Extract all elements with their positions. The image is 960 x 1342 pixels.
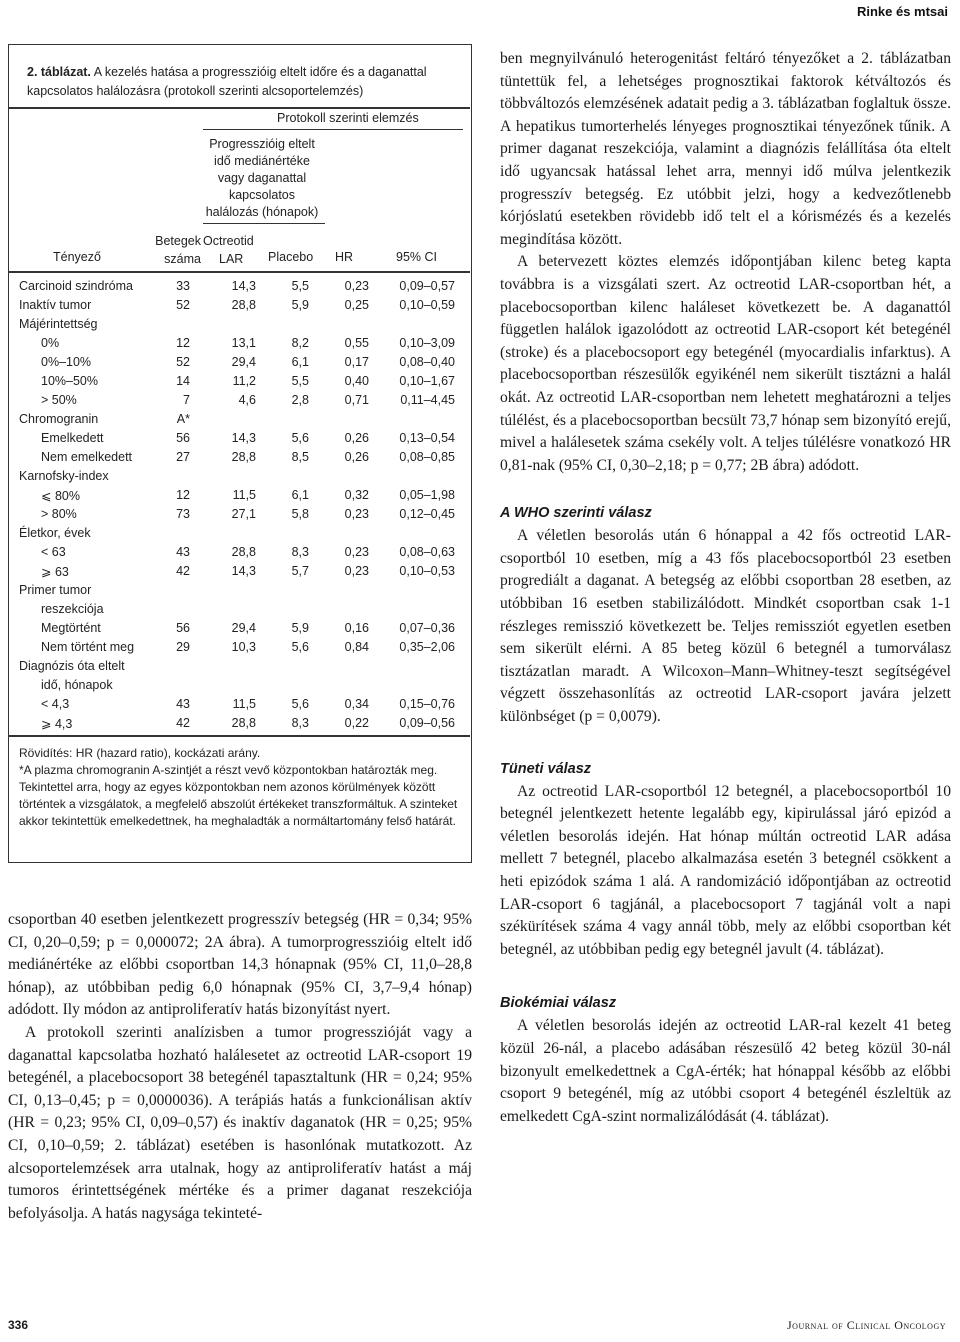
cell-placebo: 5,5: [291, 279, 309, 293]
table-footnotes: [19, 745, 459, 830]
cell-ci: 0,07–0,36: [399, 621, 455, 635]
table-row: [9, 355, 469, 374]
section-heading-symptom: Tüneti válasz: [500, 760, 592, 777]
cell-octreotid-lar: 28,8: [231, 545, 256, 559]
table-row: [9, 697, 469, 716]
col-lar-header-line: Octreotid: [203, 234, 254, 248]
row-label: < 63: [41, 545, 66, 559]
table-row: [9, 564, 469, 583]
table-bottom-rule: [9, 735, 470, 737]
cell-octreotid-lar: 28,8: [231, 450, 256, 464]
col-lar-header-line: LAR: [219, 252, 244, 266]
col-placebo-header: Placebo: [268, 250, 314, 264]
cell-octreotid-lar: 27,1: [231, 507, 256, 521]
table-row: [9, 431, 469, 450]
cell-patients: 29: [176, 640, 190, 654]
header-group: Protokoll szerinti elemzés: [277, 111, 419, 125]
cell-ci: 0,05–1,98: [399, 488, 455, 502]
cell-octreotid-lar: 29,4: [231, 621, 256, 635]
cell-octreotid-lar: 14,3: [231, 431, 256, 445]
table-row: [9, 336, 469, 355]
cell-placebo: 8,3: [291, 716, 309, 730]
cell-placebo: 5,7: [291, 564, 309, 578]
section-text-who: A véletlen besorolás után 6 hónappal a 42 fős octreotid LAR-csoportból 10 esetben, míg a 43 fős placebocsoportból 23 esetben progrediált a daganat. A betegség az előbbi csoportban 28 esetben, az utóbbiban 16 esetben stabilizálódott. Mindkét csoportban csak 1-1 részleges remisszió következett be. Teljes remissziót egyetlen esetben sem sikerült elérni. A 85 beteg közül 6 betegnél a tumorválasz tisztázatlan maradt. A Wilcoxon–Mann–Whitney-teszt segítségével végzett összehasonlítás az octreotid LAR-csoport javára jelzett különbséget (p = 0,0079).: [500, 527, 951, 726]
col-n-header: [151, 232, 201, 268]
table-row: [9, 659, 469, 678]
cell-hr: 0,23: [344, 545, 369, 559]
cell-octreotid-lar: 13,1: [231, 336, 256, 350]
header-sub-line: vagy daganattal: [217, 171, 307, 185]
cell-hr: 0,26: [344, 450, 369, 464]
row-label: 10%–50%: [41, 374, 98, 388]
cell-patients: 12: [176, 336, 190, 350]
col-hr-header: HR: [335, 250, 354, 264]
table-row: [9, 621, 469, 640]
cell-hr: 0,17: [344, 355, 369, 369]
cell-placebo: 5,6: [291, 431, 309, 445]
cell-placebo: 5,9: [291, 298, 309, 312]
cell-ci: 0,35–2,06: [399, 640, 455, 654]
row-label: < 4,3: [41, 697, 70, 711]
table-row: [9, 640, 469, 659]
row-label: Chromogranin: [19, 412, 99, 426]
row-label: ⩽ 80%: [41, 489, 80, 503]
row-label: 0%: [41, 336, 60, 350]
row-label: Megtörtént: [41, 621, 101, 635]
footnote-abbrev: Rövidítés: HR (hazard ratio), kockázati arány.: [19, 746, 261, 760]
table-row: [9, 298, 469, 317]
cell-placebo: 5,9: [291, 621, 309, 635]
cell-hr: 0,23: [344, 279, 369, 293]
table-label: 2. táblázat.: [27, 65, 91, 79]
cell-octreotid-lar: 11,5: [232, 488, 256, 502]
cell-hr: 0,32: [344, 488, 369, 502]
cell-ci: 0,10–0,59: [399, 298, 455, 312]
cell-patients: 56: [176, 621, 190, 635]
cell-patients: 12: [176, 488, 190, 502]
cell-ci: 0,08–0,40: [399, 355, 455, 369]
cell-patients: 52: [176, 355, 190, 369]
col-ci-header: 95% CI: [396, 250, 437, 264]
cell-ci: 0,08–0,85: [399, 450, 455, 464]
cell-patients: A*: [176, 412, 190, 426]
cell-hr: 0,26: [344, 431, 369, 445]
table-row: [9, 393, 469, 412]
caption-divider: [9, 107, 470, 109]
row-label: > 80%: [41, 507, 77, 521]
cell-octreotid-lar: 4,6: [238, 393, 256, 407]
table-row: [9, 583, 469, 602]
cell-patients: 42: [176, 716, 190, 730]
cell-placebo: 6,1: [291, 488, 309, 502]
cell-placebo: 2,8: [291, 393, 309, 407]
header-sub-line: kapcsolatos: [228, 188, 295, 202]
header-sub: [192, 136, 332, 221]
journal-name: Journal of Clinical Oncology: [787, 1318, 946, 1332]
row-label: Életkor, évek: [19, 526, 91, 540]
cell-ci: 0,15–0,76: [399, 697, 455, 711]
cell-octreotid-lar: 14,3: [231, 279, 256, 293]
left-paragraph: csoportban 40 esetben jelentkezett progresszív betegség (HR = 0,34; 95% CI, 0,20–0,59; p = 0,000072; 2A ábra). A tumorprogresszióig eltelt idő mediánértéke az előbbi csoportban 14,3 hónapnak (95% CI, 11,0–28,8 hónap), az utóbbiban pedig 6,0 hónapnak (95% CI, 3,7–9,4 hónap) adódott. Ily módon az antiproliferatív hatás bizonyítást nyert.: [8, 911, 472, 1019]
table-row: [9, 678, 469, 697]
cell-placebo: 8,5: [291, 450, 309, 464]
table-row: [9, 602, 469, 621]
cell-hr: 0,40: [344, 374, 369, 388]
row-label: Inaktív tumor: [19, 298, 92, 312]
table-row: [9, 450, 469, 469]
left-column: [8, 909, 472, 1225]
header-sub-line: idő mediánértéke: [214, 154, 310, 168]
cell-hr: 0,34: [344, 697, 369, 711]
right-column: [500, 48, 951, 1128]
footnote-chromogranin: *A plazma chromogranin A-szintjét a részt vevő központokban határozták meg. Tekintettel arra, hogy az egyes központokban nem azonos körülmények között történtek a vizsgálatok, a megfelelő abszolút értékeket transzformáltuk. A szinteket akkor tekintettük emelkedettnek, ha meghaladták a normáltartomány felső határát.: [19, 763, 458, 828]
row-label: 0%–10%: [41, 355, 92, 369]
cell-placebo: 5,8: [291, 507, 309, 521]
cell-placebo: 5,6: [291, 697, 309, 711]
cell-patients: 73: [176, 507, 190, 521]
header-bottom-rule: [9, 271, 470, 273]
cell-patients: 14: [176, 374, 190, 388]
col-n-header-line: Betegek: [155, 234, 201, 248]
right-paragraph: ben megnyilvánuló heterogenitást feltáró tényezőket a 2. táblázatban tüntettük fel, a lehetséges prognosztikai faktorok kétváltozós és többváltozós elemzésének adatait pedig a 3. táblázatban foglaltuk össze. A hepatikus tumorterhelés lényeges prognosztikai tényezőnek tűnik. A primer daganat reszekciója, valamint a diagnózis felállítása óta eltelt idő ugyancsak hatással lehet arra, mennyi idő múlva jelentkezik progresszív betegség. Ez utóbbit jelzi, hogy a kedvezőtlenebb kórjóslatú esetekben rövidebb idő telt el a kórismézés és a kezelés megindítása között.: [500, 50, 951, 248]
cell-hr: 0,84: [344, 640, 369, 654]
section-heading-biochem: Biokémiai válasz: [500, 995, 617, 1012]
table-row: [9, 507, 469, 526]
row-label: Karnofsky-index: [19, 469, 109, 483]
section-text-symptom: Az octreotid LAR-csoportból 12 betegnél, a placebocsoportból 10 betegnél jelentkezett hetente legalább egy, kipirulással járó epizód a véletlen besorolás idején. Hat hónap múltán octreotid LAR adása mellett 7 betegnél, placebo alkalmazása esetén 3 betegnél csökkent a heti epizódok száma 1 alá. A randomizáció időpontjában az octreotid LAR-csoport 6 tagjánál, a placebocsoport 7 tagjánál volt a napi székürítések száma 4 vagy annál több, mely az előbbi csoportban két betegnél, az utóbbiban pedig egy betegnél javult (4. táblázat).: [500, 782, 951, 958]
running-head: Rinke és mtsai: [856, 4, 948, 19]
header-sub-line: halálozás (hónapok): [205, 205, 319, 219]
cell-ci: 0,08–0,63: [399, 545, 455, 559]
row-label: Primer tumor: [19, 583, 92, 597]
section-heading-who: A WHO szerinti válasz: [500, 505, 652, 522]
row-label: Diagnózis óta eltelt: [19, 659, 125, 673]
cell-hr: 0,23: [344, 564, 369, 578]
cell-ci: 0,10–1,67: [399, 374, 455, 388]
cell-octreotid-lar: 14,3: [231, 564, 256, 578]
cell-ci: 0,10–3,09: [399, 336, 455, 350]
cell-octreotid-lar: 28,8: [231, 298, 256, 312]
cell-hr: 0,22: [344, 716, 369, 730]
table-caption: [27, 63, 447, 101]
cell-patients: 27: [176, 450, 190, 464]
cell-hr: 0,16: [344, 621, 369, 635]
cell-patients: 56: [176, 431, 190, 445]
cell-octreotid-lar: 11,2: [232, 374, 256, 388]
left-paragraph: A protokoll szerinti analízisben a tumor progresszióját vagy a daganattal kapcsolatba hozható halálesetet az octreotid LAR-csoport 19 betegénél, a placebocsoport 38 betegénél tapasztaltunk (HR = 0,24; 95% CI, 0,13–0,45; p = 0,0000036). A terápiás hatás a funkcionálisan aktív (HR = 0,23; 95% CI, 0,09–0,57) és inaktív daganatok (HR = 0,25; 95% CI, 0,10–0,59; 2. táblázat) esetében is hasonlónak mutatkozott. Az alcsoportelemzések arra utalnak, hogy az antiproliferatív hatást a máj tumoros érintettségének mértéke és a primer daganat reszekciója befolyásolja. A hatás nagysága tekinteté-: [8, 1023, 472, 1222]
cell-placebo: 5,6: [291, 640, 309, 654]
row-label: idő, hónapok: [41, 678, 113, 692]
cell-ci: 0,10–0,53: [399, 564, 455, 578]
cell-octreotid-lar: 10,3: [231, 640, 256, 654]
cell-ci: 0,13–0,54: [399, 431, 455, 445]
row-label: Májérintettség: [19, 317, 98, 331]
row-label: ⩾ 4,3: [41, 717, 73, 731]
cell-hr: 0,55: [344, 336, 369, 350]
cell-placebo: 5,5: [291, 374, 309, 388]
table-row: [9, 469, 469, 488]
cell-ci: 0,09–0,56: [399, 716, 455, 730]
cell-patients: 42: [176, 564, 190, 578]
cell-placebo: 8,3: [291, 545, 309, 559]
table-row: [9, 488, 469, 507]
cell-octreotid-lar: 28,8: [231, 716, 256, 730]
row-label: ⩾ 63: [41, 565, 69, 579]
row-label: Nem emelkedett: [41, 450, 133, 464]
cell-hr: 0,25: [344, 298, 369, 312]
cell-placebo: 8,2: [291, 336, 309, 350]
table-row: [9, 716, 469, 735]
row-label: Carcinoid szindróma: [19, 279, 133, 293]
table-row: [9, 279, 469, 298]
cell-patients: 43: [176, 545, 190, 559]
right-paragraph: A betervezett köztes elemzés időpontjában kilenc beteg kapta továbbra is a vizsgálati szert. Az octreotid LAR-csoportban hét, a placebocsoportban kilenc haláleset következett be. A daganattól független halálok igazolódott az octreotid LAR-csoport két betegénél (stroke) és a placebocsoport egy betegénél (myocardialis infarktus). A placebocsoportban részesülők egyikénél nem sikerült tisztázni a halál okát. Az octreotid LAR-csoportban nem lehetett meghatározni a teljes túlélést, és a placebocsoportban becsült 73,7 hónap sem bizonyító erejű, mivel a halálesetek száma csekély volt. A teljes túlélésre vonatkozó HR 0,81-nak (95% CI, 0,30–2,18; p = 0,77; 2B ábra) adódott.: [500, 253, 951, 474]
row-label: Emelkedett: [41, 431, 104, 445]
col-lar-header: [203, 232, 254, 268]
table-row: [9, 412, 469, 431]
page-number: 336: [8, 1318, 29, 1332]
cell-patients: 43: [176, 697, 190, 711]
cell-placebo: 6,1: [291, 355, 309, 369]
cell-octreotid-lar: 11,5: [232, 697, 256, 711]
cell-hr: 0,71: [344, 393, 369, 407]
table-row: [9, 374, 469, 393]
table-caption-text: A kezelés hatása a progresszióig eltelt időre és a daganattal kapcsolatos halálozásra (protokoll szerinti alcsoportelemzés): [27, 65, 427, 98]
cell-ci: 0,09–0,57: [399, 279, 455, 293]
cell-patients: 7: [183, 393, 190, 407]
row-label: > 50%: [41, 393, 77, 407]
cell-ci: 0,12–0,45: [399, 507, 455, 521]
cell-ci: 0,11–4,45: [400, 393, 455, 407]
col-n-header-line: száma: [164, 252, 201, 266]
cell-patients: 33: [176, 279, 190, 293]
table-row: [9, 526, 469, 545]
header-sub-rule: [203, 223, 325, 224]
cell-patients: 52: [176, 298, 190, 312]
section-text-biochem: A véletlen besorolás idején az octreotid LAR-ral kezelt 41 beteg közül 26-nál, a placebo adásában részesülő 42 beteg közül 30-nál bizonyult emelkedettnek a CgA-érték; hat hónappal később az előbbi csoport 9 betegénél, míg az utóbbi csoport 4 betegénél észleltük az emelkedett CgA-szint normalizálódását (4. táblázat).: [500, 1017, 951, 1125]
col-factor-header: Tényező: [53, 250, 101, 264]
cell-hr: 0,23: [344, 507, 369, 521]
header-group-rule: [203, 129, 463, 130]
header-sub-line: Progresszióig eltelt: [209, 137, 315, 151]
row-label: Nem történt meg: [41, 640, 135, 654]
cell-octreotid-lar: 29,4: [231, 355, 256, 369]
table-2: [8, 44, 472, 863]
table-row: [9, 545, 469, 564]
table-row: [9, 317, 469, 336]
row-label: reszekciója: [41, 602, 104, 616]
